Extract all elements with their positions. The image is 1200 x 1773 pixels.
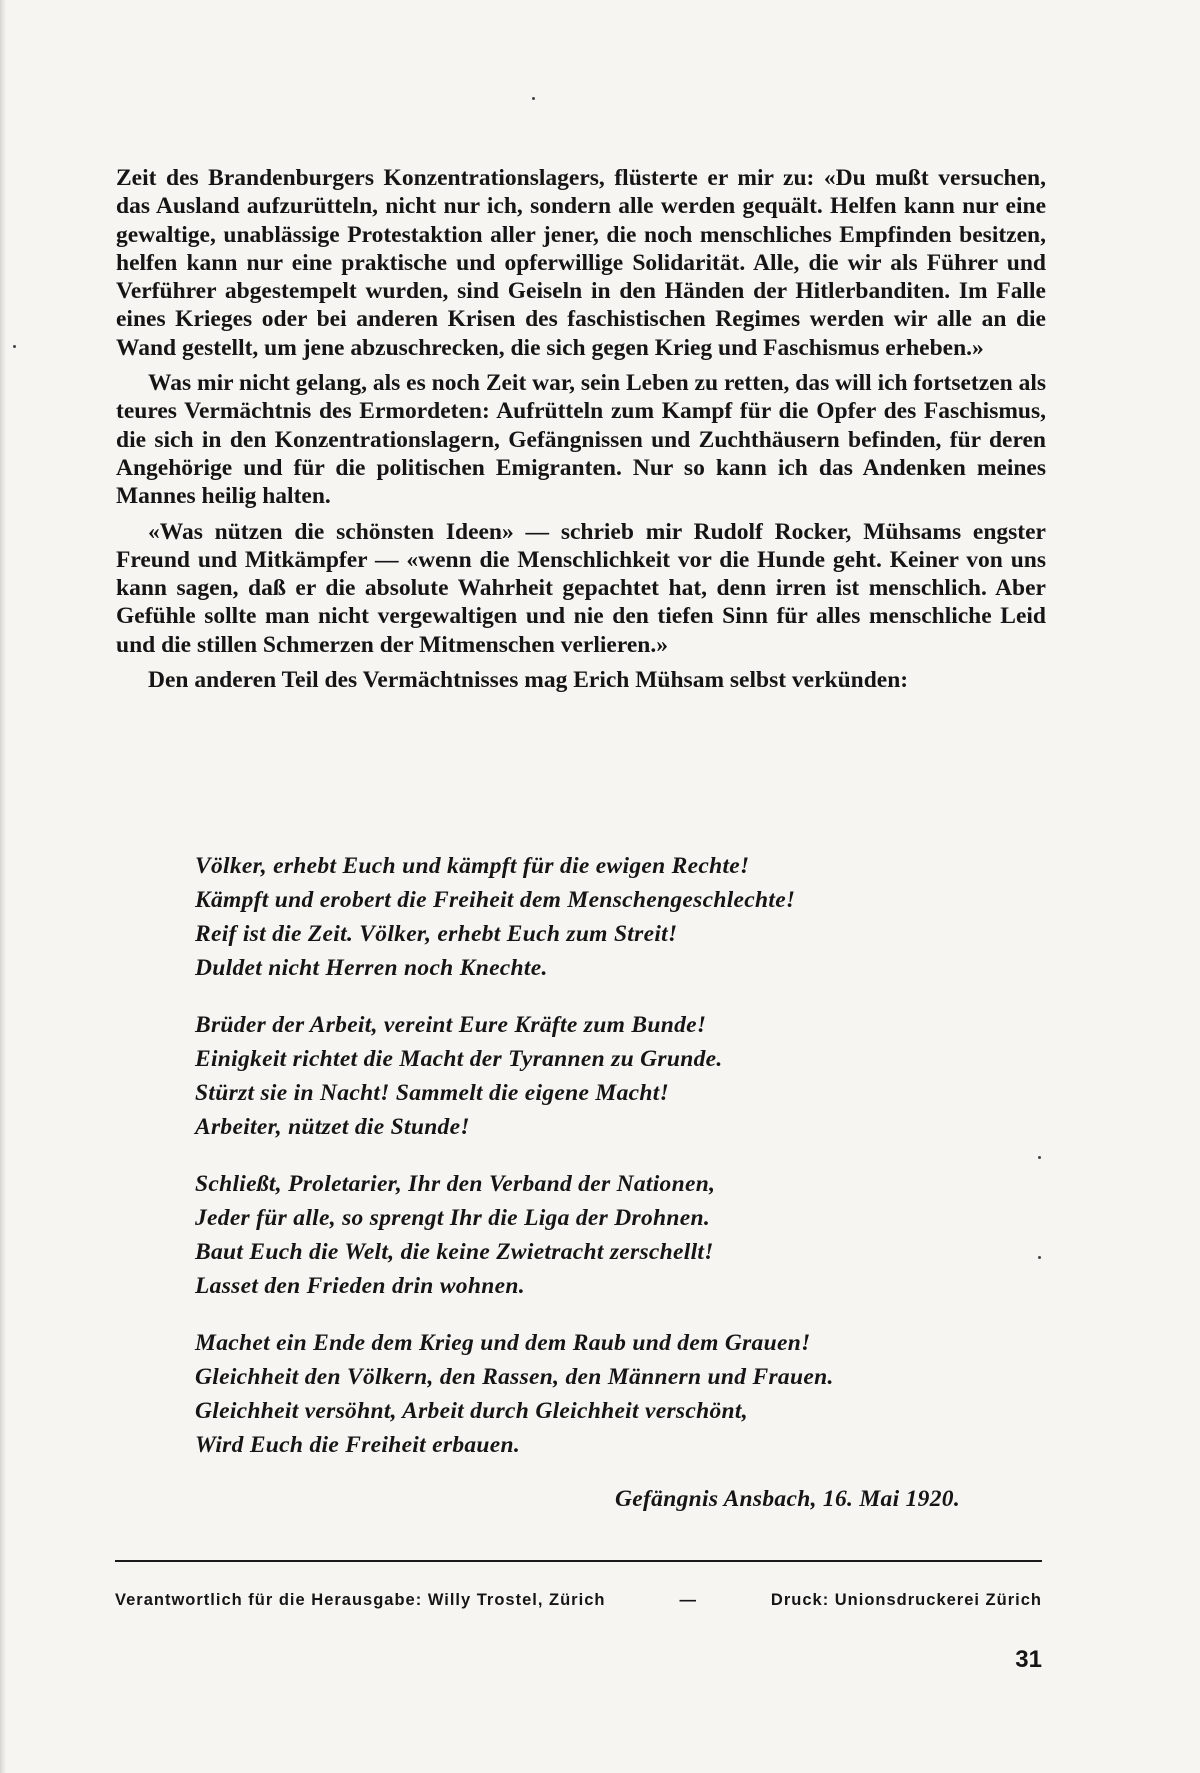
poem-verse: Baut Euch die Welt, die keine Zwietracht zerschellt! [195,1239,714,1265]
imprint-separator: — [679,1591,697,1609]
poem-verse: Jeder für alle, so sprengt Ihr die Liga der Drohnen. [195,1205,711,1231]
poem-verse: Machet ein Ende dem Krieg und dem Raub und dem Grauen! [195,1330,811,1356]
poem-stanza [195,1167,1015,1303]
footer-divider [115,1560,1042,1562]
poem-stanza [195,849,1015,985]
print-speck [1038,1256,1041,1259]
paragraph: Was mir nicht gelang, als es noch Zeit war, sein Leben zu retten, das will ich fortsetzen als teures Vermächtnis des Ermordeten: Aufrütteln zum Kampf für die Opfer des Faschismus, die sich in den Konzentrationslagern, Gefängnissen und Zuchthäusern befinden, für deren Angehörige und für die politischen Emigranten. Nur so kann ich das Andenken meines Mannes heilig halten. [116,370,1046,510]
paragraph: «Was nützen die schönsten Ideen» — schrieb mir Rudolf Rocker, Mühsams engster Freund und Mitkämpfer — «wenn die Menschlichkeit vor die Hunde geht. Keiner von uns kann sagen, daß er die absolute Wahrheit gepachtet hat, denn irren ist menschlich. Aber Gefühle sollte man nicht vergewaltigen und nie den tiefen Sinn für alles menschliche Leid und die stillen Schmerzen der Mitmenschen verlieren.» [116,518,1046,658]
print-speck [13,345,16,348]
poem-verse: Arbeiter, nützet die Stunde! [195,1114,470,1140]
paragraph: Zeit des Brandenburgers Konzentrationslagers, flüsterte er mir zu: «Du mußt versuchen, das Ausland aufzurütteln, nicht nur ich, sondern alle werden gequält. Helfen kann nur eine gewaltige, unablässige Protestaktion aller jener, die noch menschliches Empfinden besitzen, helfen kann nur eine praktische und opferwillige Solidarität. Alle, die wir als Führer und Verführer abgestempelt wurden, sind Geiseln in den Händen der Hitlerbanditen. Im Falle eines Krieges oder bei anderen Krisen des faschistischen Regimes werden wir alle an die Wand gestellt, um jene abzuschrecken, die sich gegen Krieg und Faschismus erheben.» [116,165,1046,361]
poem-verse: Brüder der Arbeit, vereint Eure Kräfte zum Bunde! [195,1012,707,1038]
poem-verse: Wird Euch die Freiheit erbauen. [195,1432,521,1458]
poem-verse: Duldet nicht Herren noch Knechte. [195,955,548,981]
poem-signature: Gefängnis Ansbach, 16. Mai 1920. [615,1486,960,1512]
poem-verse: Stürzt sie in Nacht! Sammelt die eigene Macht! [195,1080,670,1106]
imprint-line [115,1591,1042,1610]
poem-stanza [195,1326,1015,1462]
poem-verse: Lasset den Frieden drin wohnen. [195,1273,525,1299]
poem-stanza [195,1008,1015,1144]
poem-verse: Gleichheit versöhnt, Arbeit durch Gleichheit verschönt, [195,1398,748,1424]
poem-verse: Gleichheit den Völkern, den Rassen, den Männern und Frauen. [195,1364,834,1390]
print-speck [1038,1156,1041,1159]
print-speck [532,97,535,100]
body-text [116,164,1046,694]
imprint-printer: Druck: Unionsdruckerei Zürich [770,1591,1042,1609]
poem-verse: Schließt, Proletarier, Ihr den Verband der Nationen, [195,1171,716,1197]
poem [195,849,1015,1485]
page-number: 31 [1015,1646,1042,1673]
poem-verse: Reif ist die Zeit. Völker, erhebt Euch zum Streit! [195,921,678,947]
imprint-publisher: Verantwortlich für die Herausgabe: Willy Trostel, Zürich [115,1591,606,1609]
page-edge-shadow [0,0,6,1773]
paragraph: Den anderen Teil des Vermächtnisses mag Erich Mühsam selbst verkünden: [148,667,909,694]
poem-verse: Kämpft und erobert die Freiheit dem Menschengeschlechte! [195,887,796,913]
poem-verse: Einigkeit richtet die Macht der Tyrannen zu Grunde. [195,1046,723,1072]
poem-verse: Völker, erhebt Euch und kämpft für die ewigen Rechte! [195,853,750,879]
